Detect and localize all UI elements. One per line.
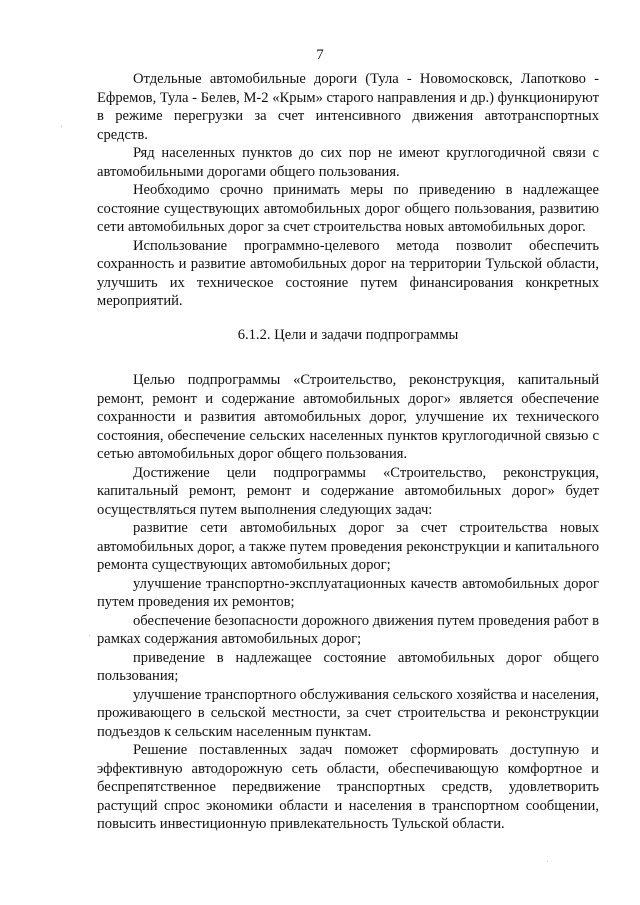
paragraph: Отдельные автомобильные дороги (Тула - Новомосковск, Лапотково - Ефремов, Тула - Белев, М-2 «Крым» старого направления и др.) функционируют в режиме перегрузки за счет интенсивного движения автотранспортных средств.: [97, 71, 599, 143]
task-item: развитие сети автомобильных дорог за счет строительства новых автомобильных дорог, а также путем проведения реконструкции и капитального ремонта существующих автомобильных дорог;: [97, 520, 599, 573]
paragraph: Достижение цели подпрограммы «Строительство, реконструкция, капитальный ремонт, ремонт и содержание автомобильных дорог» будет осуществляться путем выполнения следующих задач:: [97, 464, 599, 518]
scan-speck: ·: [88, 631, 92, 642]
paragraph: Целью подпрограммы «Строительство, реконструкция, капитальный ремонт, ремонт и содержание автомобильных дорог» является обеспечение сохранности и развития автомобильных дорог, улучшение их технического состояния, обеспечение сельских населенных пунктов круглогодичной связью с сетью автомобильных дорог общего пользования.: [97, 372, 599, 462]
task-item: приведение в надлежащее состояние автомобильных дорог общего пользования;: [97, 649, 599, 684]
task-item: улучшение транспортно-эксплуатационных качеств автомобильных дорог путем проведения их ремонтов;: [97, 575, 599, 610]
scan-speck: ·: [546, 857, 550, 868]
spacer: [97, 344, 599, 371]
spacer: [97, 311, 599, 326]
section-title: 6.1.2. Цели и задачи подпрограммы: [237, 326, 459, 343]
paragraph: Необходимо срочно принимать меры по приведению в надлежащее состояние существующих автомобильных дорог общего пользования, развитию сети автомобильных дорог за счет строительства новых автомобильных дорог.: [97, 182, 599, 235]
paragraph: Использование программно-целевого метода позволит обеспечить сохранность и развитие автомобильных дорог на территории Тульской области, улучшить их техническое состояние путем финансирования конкретных мероприятий.: [97, 237, 599, 309]
paragraph: Решение поставленных задач поможет сформировать доступную и эффективную автодорожную сеть области, обеспечивающую комфортное и беспрепятственное передвижение транспортных средств, удовлетворить растущий спрос экономики области и населения в транспортном сообщении, повысить инвестиционную привлекательность Тульской области.: [97, 742, 599, 832]
task-item: улучшение транспортного обслуживания сельского хозяйства и населения, проживающего в сельской местности, за счет строительства и реконструкции подъездов к сельским населенным пунктам.: [97, 686, 599, 740]
task-item: обеспечение безопасности дорожного движения путем проведения работ в рамках содержания автомобильных дорог;: [97, 612, 599, 647]
document-body: [97, 70, 599, 834]
scan-speck: ': [60, 124, 63, 135]
page-number: 7: [316, 47, 324, 63]
paragraph: Ряд населенных пунктов до сих пор не имеют круглогодичной связи с автомобильными дорогами общего пользования.: [97, 145, 599, 180]
